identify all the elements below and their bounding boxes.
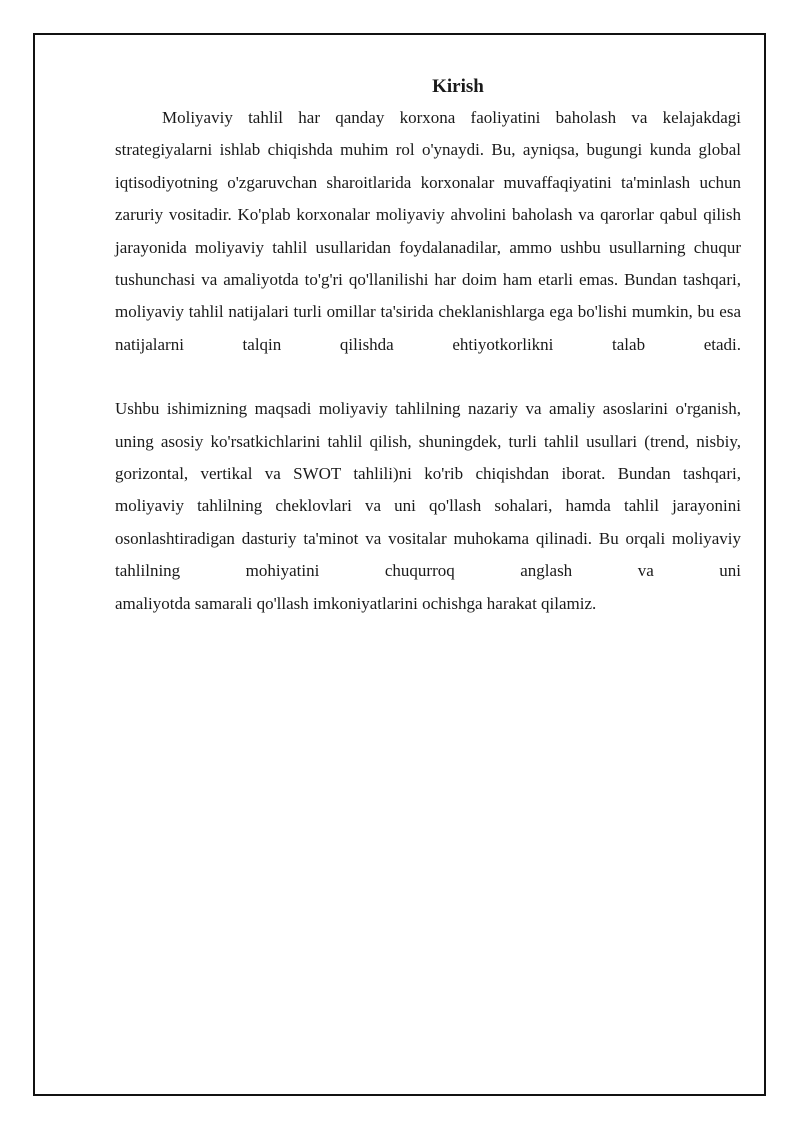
paragraph-2-last-line: amaliyotda samarali qo'llash imkoniyatlarini ochishga harakat qilamiz. (115, 593, 597, 613)
intro-paragraph-1: Moliyaviy tahlil har qanday korxona faoliyatini baholash va kelajakdagi strategiyalarni ishlab chiqishda muhim rol o'ynaydi. Bu, ayniqsa, bugungi kunda global iqtisodiyotning o'zgaruvchan sharoitlarida korxonalar muvaffaqiyatini ta'minlash uchun zaruriy vositadir. Ko'plab korxonalar moliyaviy ahvolini baholash va qarorlar qabul qilish jarayonida moliyaviy tahlil usullaridan foydalanadilar, ammo ushbu usullarning chuqur tushunchasi va amaliyotda to'g'ri qo'llanilishi har doim ham etarli emas. Bundan tashqari, moliyaviy tahlil natijalari turli omillar ta'sirida cheklanishlarga ega bo'lishi mumkin, bu esa natijalarni talqin qilishda ehtiyotkorlikni talab etadi. (115, 108, 741, 354)
intro-paragraph-2 (115, 393, 741, 620)
paragraph-2-body: Ushbu ishimizning maqsadi moliyaviy tahlilning nazariy va amaliy asoslarini o'rganish, uning asosiy ko'rsatkichlarini tahlil qilish, shuningdek, turli tahlil usullari (trend, nisbiy, gorizontal, vertikal va SWOT tahlili)ni ko'rib chiqishdan iborat. Bundan tashqari, moliyaviy tahlilning cheklovlari va uni qo'llash sohalari, hamda tahlil jarayonini osonlashtiradigan dasturiy ta'minot va vositalar muhokama qilinadi. Bu orqali moliyaviy tahlilning mohiyatini chuqurroq anglash va uni (115, 399, 741, 581)
document-title: Kirish (432, 76, 484, 97)
document-content (115, 72, 741, 620)
